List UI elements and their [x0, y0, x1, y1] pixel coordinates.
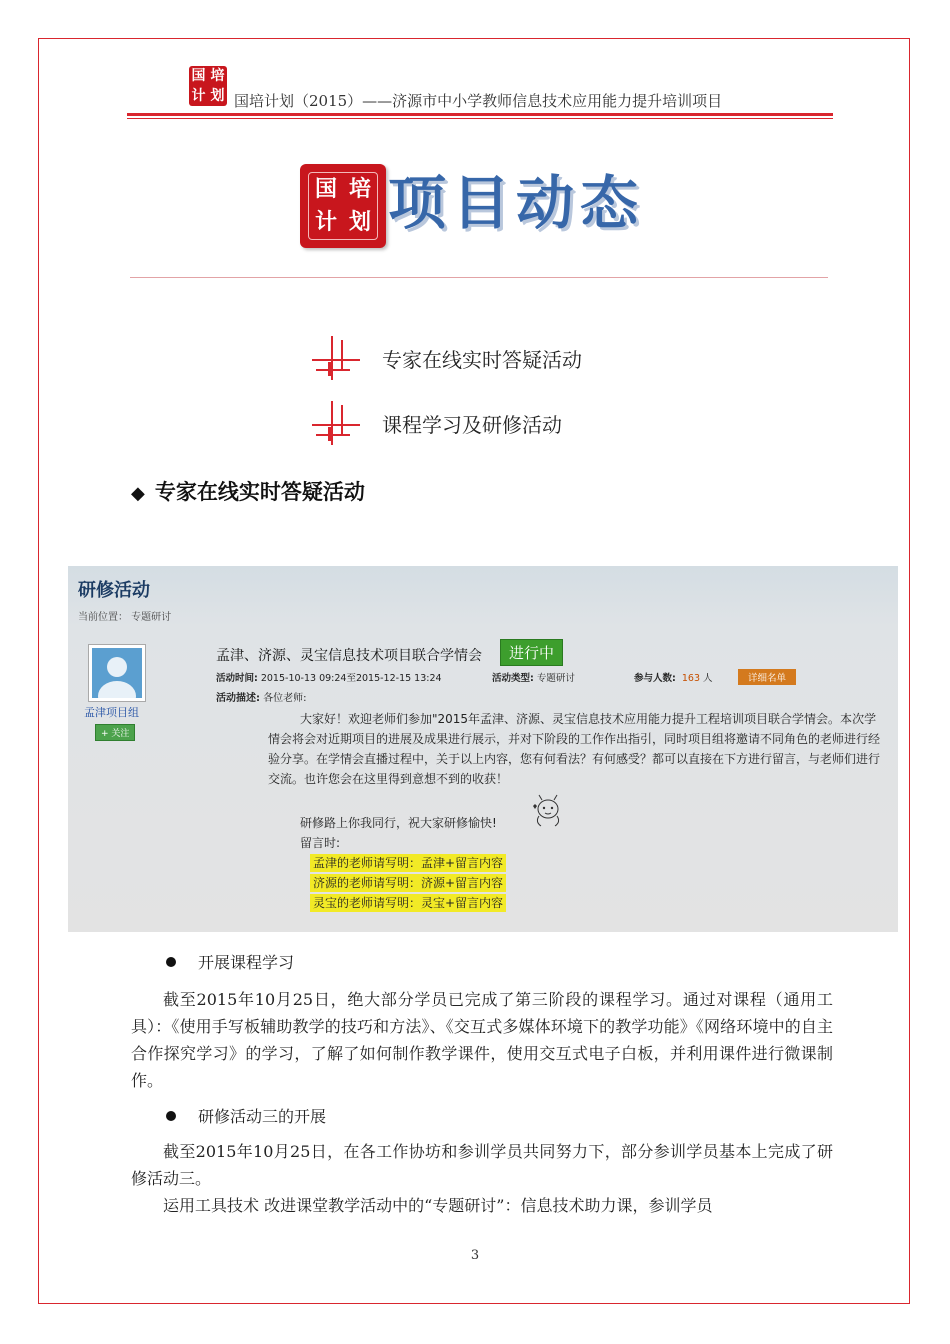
participants-count: 163: [681, 673, 700, 684]
logo-char: 计: [314, 209, 337, 235]
logo-char: 培: [348, 176, 371, 202]
header-title: 国培计划（2015）——济源市中小学教师信息技术应用能力提升培训项目: [234, 92, 723, 110]
bullet-dot-icon: [166, 1111, 176, 1121]
logo-char: 培: [210, 68, 225, 84]
highlighted-instruction: 济源的老师请写明：济源+留言内容: [310, 874, 506, 892]
message-label: 留言时:: [300, 836, 341, 850]
bullet-label: 研修活动三的开展: [198, 1107, 327, 1126]
section-heading: [131, 476, 365, 506]
bullet-item: [166, 950, 294, 973]
header-rule: [127, 113, 833, 116]
highlighted-instruction: 灵宝的老师请写明：灵宝+留言内容: [310, 894, 506, 912]
banner-title: 项目动态: [388, 169, 645, 237]
closing-message: [300, 813, 497, 853]
avatar[interactable]: [88, 644, 146, 702]
participants-label: 参与人数:: [634, 673, 676, 684]
activity-description-label: [216, 689, 307, 704]
detail-list-button[interactable]: 详细名单: [738, 669, 796, 685]
user-silhouette-icon: [92, 648, 142, 698]
cross-mark-icon: [310, 334, 362, 382]
toc-item[interactable]: [310, 399, 710, 449]
highlighted-instruction: 孟津的老师请写明：孟津+留言内容: [310, 854, 506, 872]
toc-label: 课程学习及研修活动: [382, 413, 562, 437]
activity-time: [216, 670, 442, 684]
logo-char: 国: [314, 176, 337, 202]
header-logo: [189, 66, 227, 106]
description-text: 大家好！欢迎老师们参加"2015年孟津、济源、灵宝信息技术应用能力提升工程培训项目联合学情会。本次学情会将会对近期项目的进展及成果进行展示，并对下阶段的工作作出指引，同时项目组将邀请不同角色的老师进行经验分享。在学情会直播过程中，关于以上内容，您有何看法？有何感受？都可以直接在下方进行留言，与老师们进行交流。也许您会在这里得到意想不到的收获！: [268, 712, 881, 786]
paragraph-block: [131, 1138, 833, 1219]
activity-page-title: 研修活动: [78, 580, 150, 601]
bullet-label: 开展课程学习: [198, 953, 295, 972]
paragraph: 运用工具技术 改进课堂教学活动中的“专题研讨”：信息技术助力课，参训学员: [163, 1196, 713, 1215]
time-value: 2015-10-13 09:24至2015-12-15 13:24: [260, 673, 442, 684]
page-number: 3: [470, 1248, 480, 1263]
paragraph: 截至2015年10月25日，在各工作协坊和参训学员共同努力下，部分参训学员基本上完成了研修活动三。: [131, 1142, 833, 1188]
activity-description: [268, 709, 888, 789]
paragraph-block: [131, 986, 833, 1094]
diamond-bullet-icon: ◆: [131, 483, 145, 504]
bullet-item: [166, 1104, 326, 1127]
participants: [634, 670, 713, 684]
group-name-link[interactable]: 孟津项目组: [84, 706, 139, 719]
activity-title: 孟津、济源、灵宝信息技术项目联合学情会: [216, 648, 482, 664]
banner-divider: [130, 277, 828, 278]
time-label: 活动时间:: [216, 673, 258, 684]
follow-button[interactable]: + 关注: [95, 724, 135, 741]
toc-item[interactable]: [310, 334, 710, 384]
logo-char: 国: [191, 68, 206, 84]
cross-mark-icon: [310, 399, 362, 447]
greeting: 各位老师:: [263, 693, 307, 704]
desc-label: 活动描述:: [216, 693, 260, 704]
section-heading-text: 专家在线实时答疑活动: [154, 480, 365, 504]
paragraph: 截至2015年10月25日，绝大部分学员已完成了第三阶段的课程学习。通过对课程（通用工具）：《使用手写板辅助教学的技巧和方法》、《交互式多媒体环境下的教学功能》《网络环境中的自主合作探究学习》的学习，了解了如何制作教学课件，使用交互式电子白板，并利用课件进行微课制作。: [131, 990, 833, 1090]
toc-label: 专家在线实时答疑活动: [382, 348, 582, 372]
participants-unit: 人: [703, 673, 713, 684]
activity-type: [492, 670, 575, 684]
logo-char: 划: [348, 209, 371, 235]
wish-text: 研修路上你我同行，祝大家研修愉快!: [300, 816, 497, 830]
logo-char: 计: [191, 88, 206, 104]
status-badge: 进行中: [500, 639, 563, 666]
type-value: 专题研讨: [536, 673, 575, 684]
banner-logo: [300, 164, 386, 248]
activity-screenshot: [68, 566, 898, 932]
bullet-dot-icon: [166, 957, 176, 967]
breadcrumb: 当前位置： 专题研讨: [78, 612, 172, 623]
type-label: 活动类型:: [492, 673, 534, 684]
header-rule-thin: [127, 118, 833, 119]
cartoon-emoji-icon: [530, 794, 566, 828]
logo-char: 划: [210, 88, 225, 104]
